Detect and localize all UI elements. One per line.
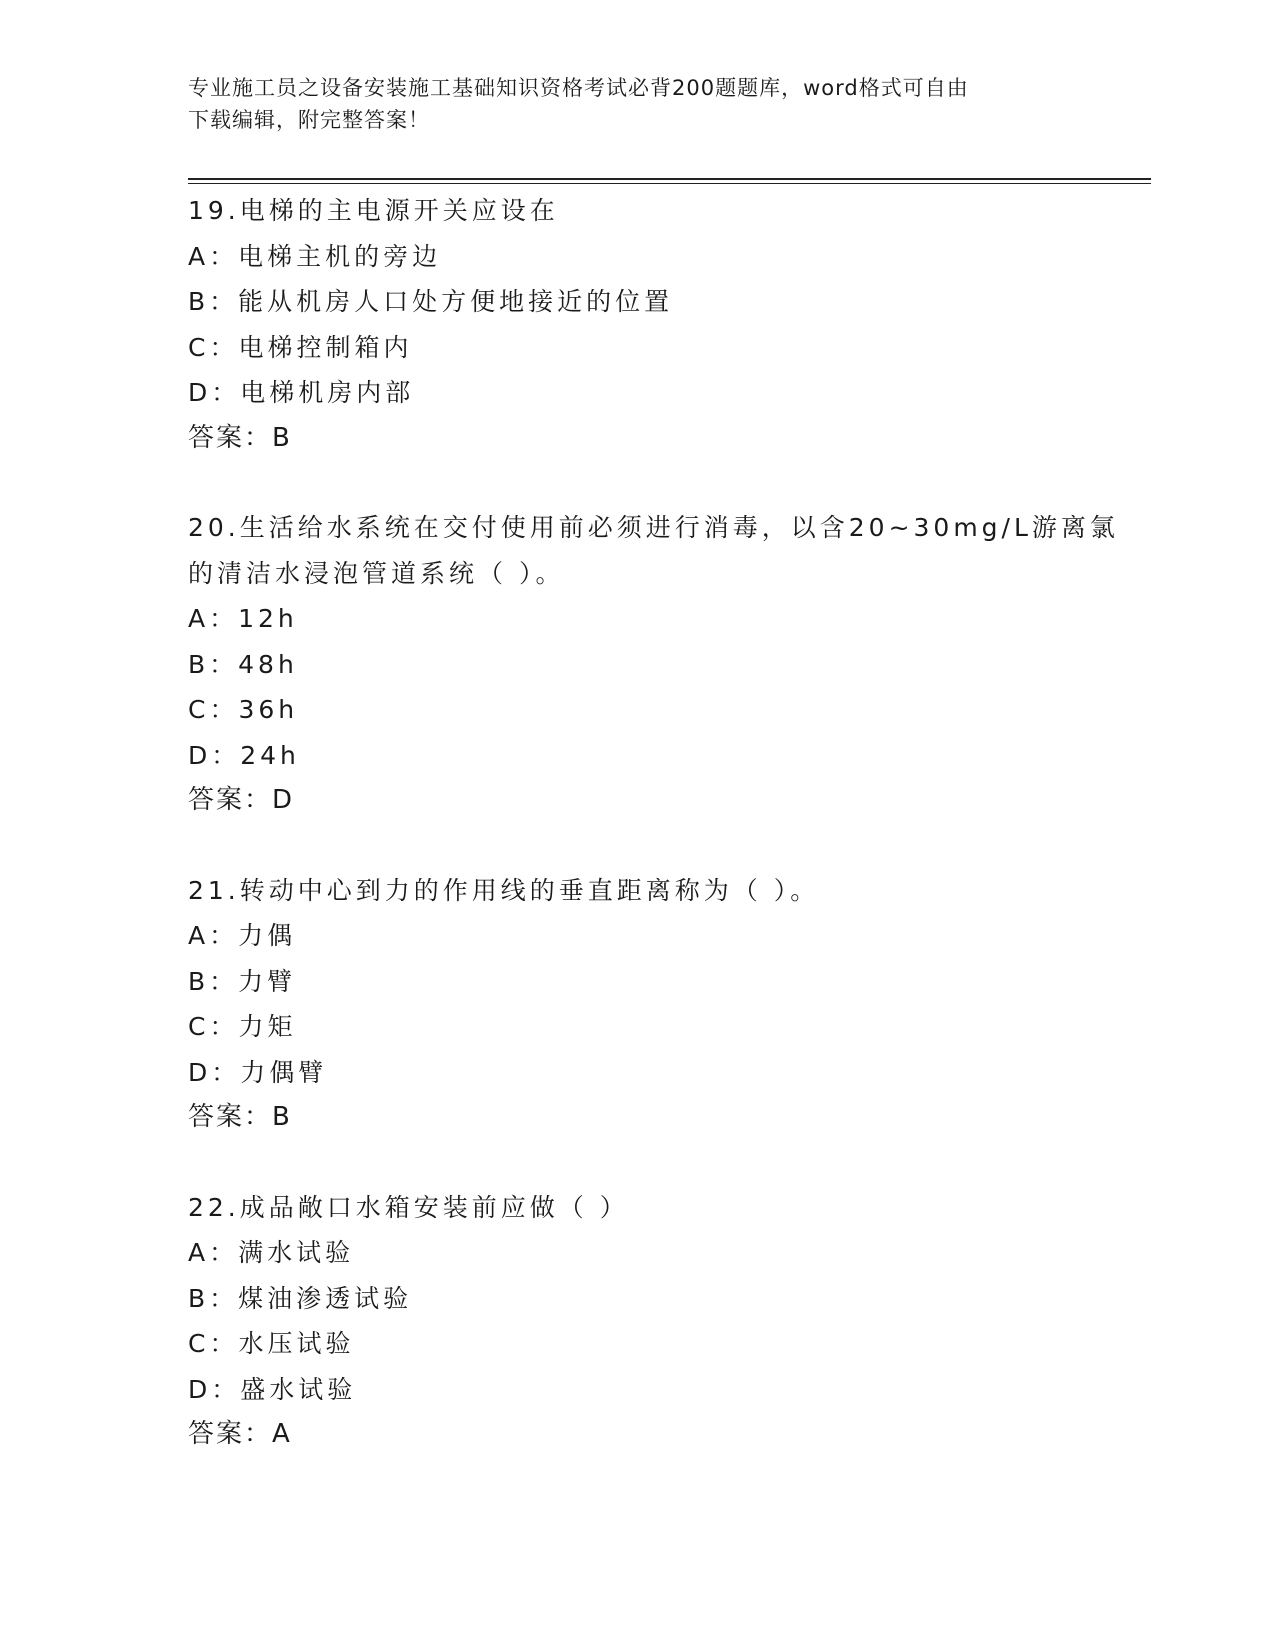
- option-c: C：36h: [188, 695, 299, 724]
- question-spacer: [188, 1141, 1088, 1185]
- option-b: B：48h: [188, 649, 298, 679]
- option-b: B：能从机房人口处方便地接近的位置: [188, 287, 674, 316]
- question-stem: 21.转动中心到力的作用线的垂直距离称为（ ）。: [188, 875, 820, 905]
- option-c: C：水压试验: [188, 1329, 355, 1358]
- answer-label: 答案：B: [188, 1102, 292, 1132]
- question-stem-line-2: 的清洁水浸泡管道系统（ ）。: [188, 558, 565, 588]
- option-d: D：电梯机房内部: [188, 378, 415, 407]
- header-divider-thin: [188, 183, 1151, 184]
- question-stem-line-1: 20.生活给水系统在交付使用前必须进行消毒，以含20~30mg/L游离氯: [188, 513, 1119, 542]
- question-spacer: [188, 824, 1088, 868]
- option-c: C：电梯控制箱内: [188, 332, 413, 362]
- option-a: A：电梯主机的旁边: [188, 241, 442, 271]
- option-b: B：力臂: [188, 966, 297, 996]
- question-19: [188, 188, 1088, 461]
- answer-label: 答案：B: [188, 422, 292, 453]
- question-21: [188, 868, 1088, 1141]
- option-d: D：盛水试验: [188, 1374, 357, 1404]
- option-a: A：满水试验: [188, 1238, 355, 1267]
- option-d: D：力偶臂: [188, 1057, 328, 1087]
- question-list: [188, 188, 1119, 1458]
- option-d: D：24h: [188, 740, 300, 770]
- document-header: [188, 72, 1088, 136]
- question-22: [188, 1185, 1088, 1458]
- header-line-1: 专业施工员之设备安装施工基础知识资格考试必背200题题库，word格式可自由: [188, 76, 969, 100]
- question-20: [188, 505, 1119, 824]
- option-c: C：力矩: [188, 1012, 297, 1041]
- question-stem: 19.电梯的主电源开关应设在: [188, 196, 559, 225]
- question-spacer: [188, 461, 1088, 505]
- answer-label: 答案：D: [188, 785, 295, 815]
- option-a: A：力偶: [188, 921, 297, 950]
- option-a: A：12h: [188, 604, 298, 633]
- header-divider-thick: [188, 178, 1151, 180]
- question-stem: 22.成品敞口水箱安装前应做（ ）: [188, 1192, 629, 1222]
- answer-label: 答案：A: [188, 1419, 292, 1449]
- header-line-2: 下载编辑，附完整答案！: [188, 108, 430, 132]
- option-b: B：煤油渗透试验: [188, 1283, 413, 1313]
